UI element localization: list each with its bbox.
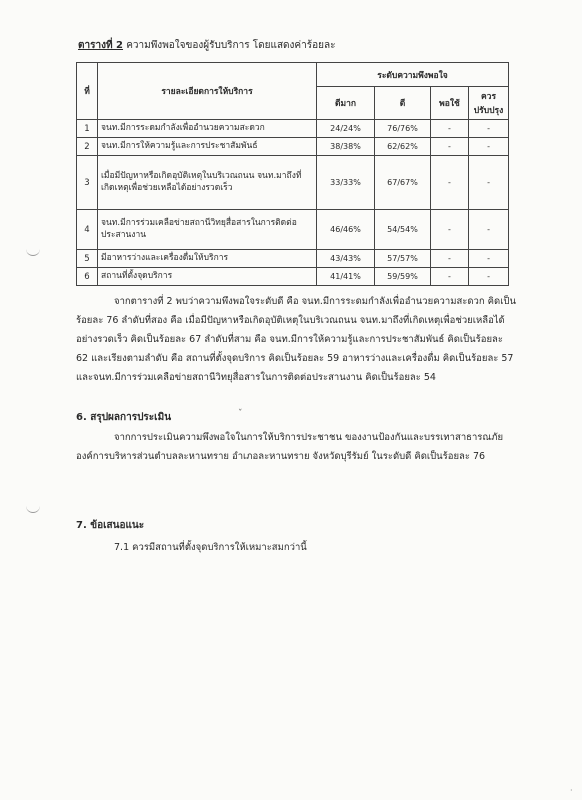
row-improve: - — [469, 250, 509, 268]
satisfaction-table — [76, 62, 509, 286]
summary-paragraph: จากตารางที่ 2 พบว่าความพึงพอใจระดับดี คือ จนท.มีการระดมกำลังเพื่ออำนวยความสะดวก คิดเป็นร้อยละ 76 ลำดับที่สอง คือ เมื่อมีปัญหาหรือเกิดอุบัติเหตุในบริเวณถนน จนท.มาถึงที่เกิดเหตุเพื่อช่วยเหลือได้อย่างรวดเร็ว คิดเป็นร้อยละ 67 ลำดับที่สาม คือ จนท.มีการให้ความรู้และการประชาสัมพันธ์ คิดเป็นร้อยละ 62 และเรียงตามลำดับ คือ สถานที่ตั้งจุดบริการ คิดเป็นร้อยละ 59 อาหารว่างและเครื่องดื่ม คิดเป็นร้อยละ 57 และจนท.มีการร่วมเคลือข่ายสถานีวิทยุสื่อสารในการติดต่อประสานงาน คิดเป็นร้อยละ 54 — [76, 296, 516, 383]
row-improve: - — [469, 156, 509, 210]
row-detail: มีอาหารว่างและเครื่องดื่มให้บริการ — [98, 250, 317, 268]
row-no: 5 — [77, 250, 98, 268]
row-good: 59/59% — [375, 268, 431, 286]
row-no: 2 — [77, 138, 98, 156]
row-detail: จนท.มีการระดมกำลังเพื่ออำนวยความสะดวก — [98, 120, 317, 138]
row-very-good: 43/43% — [317, 250, 375, 268]
row-very-good: 24/24% — [317, 120, 375, 138]
row-fair: - — [431, 250, 469, 268]
table-row — [77, 120, 509, 138]
row-detail: จนท.มีการให้ความรู้และการประชาสัมพันธ์ — [98, 138, 317, 156]
section-6-text: จากการประเมินความพึงพอใจในการให้บริการประชาชน ของงานป้องกันและบรรเทาสาธารณภัย องค์การบริหารส่วนตำบลละหานทราย อำเภอละหานทราย จังหวัดบุรีรัมย์ ในระดับดี คิดเป็นร้อยละ 76 — [76, 432, 504, 462]
row-improve: - — [469, 268, 509, 286]
header-improve: ควรปรับปรุง — [469, 87, 509, 120]
row-very-good: 33/33% — [317, 156, 375, 210]
table-row — [77, 268, 509, 286]
header-no: ที่ — [77, 63, 98, 120]
row-good: 62/62% — [375, 138, 431, 156]
table-row — [77, 138, 509, 156]
caption-text: ความพึงพอใจของผู้รับบริการ โดยแสดงค่าร้อยละ — [126, 40, 336, 51]
row-improve: - — [469, 210, 509, 250]
table-caption — [78, 38, 335, 53]
row-improve: - — [469, 120, 509, 138]
row-fair: - — [431, 268, 469, 286]
corner-mark: · — [570, 786, 573, 795]
hole-punch-mark — [26, 249, 40, 256]
row-detail: จนท.มีการร่วมเคลือข่ายสถานีวิทยุสื่อสารในการติดต่อประสานงาน — [98, 210, 317, 250]
header-level: ระดับความพึงพอใจ — [317, 63, 509, 87]
caption-lead: ตารางที่ 2 — [78, 40, 124, 51]
row-no: 4 — [77, 210, 98, 250]
row-detail: เมื่อมีปัญหาหรือเกิดอุบัติเหตุในบริเวณถนน จนท.มาถึงที่เกิดเหตุเพื่อช่วยเหลือได้อย่างรวดเร็ว — [98, 156, 317, 210]
table-row — [77, 250, 509, 268]
row-very-good: 46/46% — [317, 210, 375, 250]
row-good: 57/57% — [375, 250, 431, 268]
row-very-good: 38/38% — [317, 138, 375, 156]
row-fair: - — [431, 210, 469, 250]
suggestion-item-1: 7.1 ควรมีสถานที่ตั้งจุดบริการให้เหมาะสมกว่านี้ — [114, 542, 307, 553]
table-row — [77, 156, 509, 210]
row-good: 67/67% — [375, 156, 431, 210]
header-detail: รายละเอียดการให้บริการ — [98, 63, 317, 120]
row-improve: - — [469, 138, 509, 156]
row-good: 76/76% — [375, 120, 431, 138]
table-row — [77, 210, 509, 250]
row-no: 1 — [77, 120, 98, 138]
row-no: 3 — [77, 156, 98, 210]
hole-punch-mark — [26, 506, 40, 513]
row-very-good: 41/41% — [317, 268, 375, 286]
header-good: ดี — [375, 87, 431, 120]
section-6-heading: 6. สรุปผลการประเมิน — [76, 412, 172, 423]
row-good: 54/54% — [375, 210, 431, 250]
row-no: 6 — [77, 268, 98, 286]
section-7-heading: 7. ข้อเสนอแนะ — [76, 520, 145, 531]
row-detail: สถานที่ตั้งจุดบริการ — [98, 268, 317, 286]
row-fair: - — [431, 120, 469, 138]
header-fair: พอใช้ — [431, 87, 469, 120]
row-fair: - — [431, 156, 469, 210]
row-fair: - — [431, 138, 469, 156]
stray-mark: ˇ — [238, 409, 243, 419]
header-very-good: ดีมาก — [317, 87, 375, 120]
